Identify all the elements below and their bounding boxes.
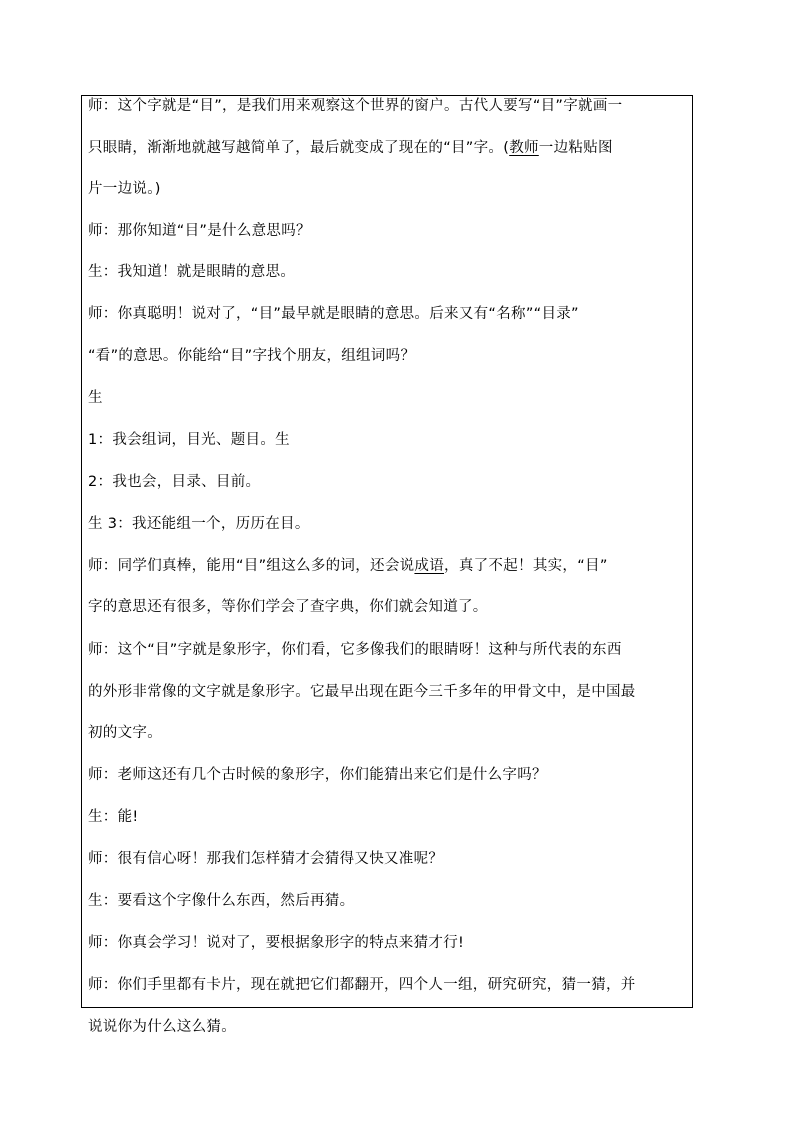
line-text: 师：你们手里都有卡片，现在就把它们都翻开，四个人一组，研究研究，猜一猜，并 bbox=[88, 977, 636, 993]
transcript-line bbox=[88, 640, 622, 660]
line-text: 师：那你知道“目”是什么意思吗？ bbox=[88, 223, 311, 239]
transcript-line bbox=[88, 849, 443, 869]
transcript-line bbox=[88, 514, 310, 534]
line-text: 师：很有信心呀！那我们怎样猜才会猜得又快又准呢？ bbox=[88, 851, 444, 867]
transcript-line bbox=[88, 933, 464, 953]
line-text: 生 3：我还能组一个，历历在目。 bbox=[88, 516, 310, 532]
underlined-term: 教师 bbox=[509, 140, 539, 156]
transcript-line bbox=[88, 138, 613, 158]
line-text: 师：这个“目”字就是象形字，你们看，它多像我们的眼睛呀！这种与所代表的东西 bbox=[88, 642, 622, 658]
line-text: 师：同学们真棒，能用“目”组这么多的词，还会说 bbox=[88, 558, 415, 574]
transcript-line bbox=[88, 975, 636, 995]
transcript-line bbox=[88, 682, 636, 702]
line-text: 2：我也会，目录、目前。 bbox=[88, 474, 261, 490]
transcript-line bbox=[88, 346, 415, 366]
transcript-line bbox=[88, 597, 488, 617]
transcript-line bbox=[88, 179, 161, 199]
transcript-line bbox=[88, 1017, 236, 1037]
line-text: 片一边说。) bbox=[88, 181, 161, 197]
line-text: 只眼睛，渐渐地就越写越简单了，最后就变成了现在的“目”字。( bbox=[88, 140, 510, 156]
line-text: 1：我会组词，目光、题目。生 bbox=[88, 432, 290, 448]
transcript-line bbox=[88, 472, 260, 492]
transcript-line bbox=[88, 262, 295, 282]
transcript-line bbox=[88, 96, 622, 116]
line-text: 师：你真会学习！说对了，要根据象形字的特点来猜才行! bbox=[88, 935, 465, 951]
line-text: 一边粘贴图 bbox=[538, 140, 613, 156]
line-text: “看”的意思。你能给“目”字找个朋友，组组词吗？ bbox=[88, 348, 416, 364]
line-text: 的外形非常像的文字就是象形字。它最早出现在距今三千多年的甲骨文中，是中国最 bbox=[88, 684, 636, 700]
transcript-line bbox=[88, 388, 103, 408]
line-text: 说说你为什么这么猜。 bbox=[88, 1019, 236, 1035]
underlined-term: 成语 bbox=[414, 558, 445, 574]
line-text: 生 bbox=[88, 390, 103, 406]
line-text: ，真了不起！其实，“目” bbox=[444, 558, 608, 574]
transcript-line bbox=[88, 891, 354, 911]
line-text: 师：你真聪明！说对了，“目”最早就是眼睛的意思。后来又有“名称”“目录” bbox=[88, 306, 579, 322]
transcript-line bbox=[88, 221, 311, 241]
line-text: 生：要看这个字像什么东西，然后再猜。 bbox=[88, 893, 355, 909]
transcript-line bbox=[88, 807, 139, 827]
line-text: 生：能! bbox=[88, 809, 139, 825]
line-text: 师：这个字就是“目”，是我们用来观察这个世界的窗户。古代人要写“目”字就画一 bbox=[88, 98, 623, 114]
line-text: 师：老师这还有几个古时候的象形字，你们能猜出来它们是什么字吗？ bbox=[88, 767, 547, 783]
transcript-line bbox=[88, 556, 608, 576]
transcript-line bbox=[88, 723, 162, 743]
transcript-line bbox=[88, 430, 290, 450]
transcript-line bbox=[88, 765, 547, 785]
transcript-line bbox=[88, 304, 579, 324]
line-text: 生：我知道！就是眼睛的意思。 bbox=[88, 264, 296, 280]
line-text: 初的文字。 bbox=[88, 725, 162, 741]
line-text: 字的意思还有很多，等你们学会了查字典，你们就会知道了。 bbox=[88, 599, 488, 615]
